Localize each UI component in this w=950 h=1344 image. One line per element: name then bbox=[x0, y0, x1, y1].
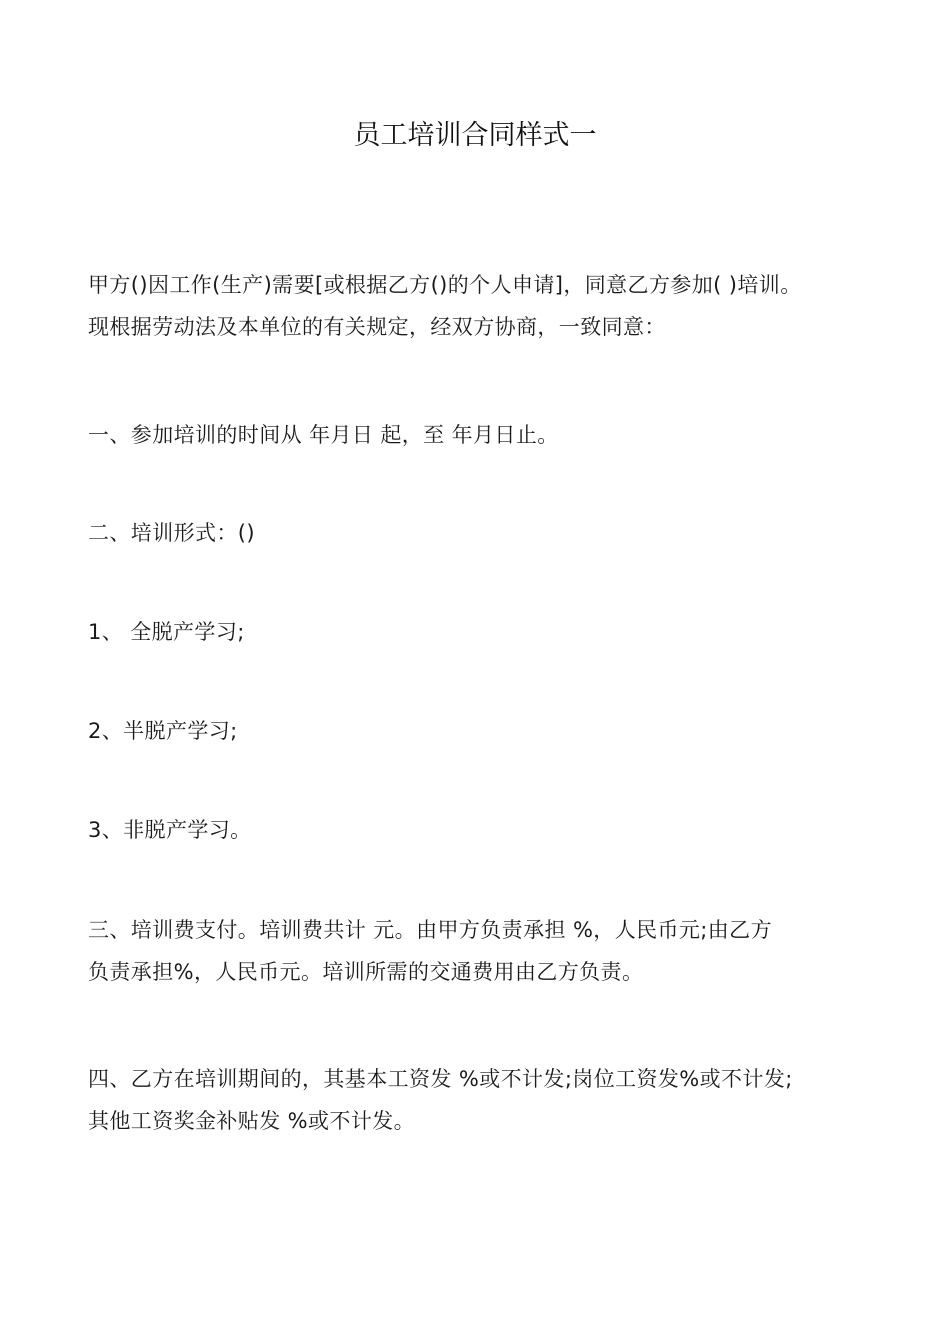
paragraph-line: 二、培训形式：() bbox=[88, 521, 255, 545]
paragraph-clause-3 bbox=[88, 909, 878, 993]
list-item-1 bbox=[88, 611, 878, 653]
paragraph-line: 2、半脱产学习; bbox=[88, 719, 238, 743]
paragraph-line: 负责承担%，人民币元。培训所需的交通费用由乙方负责。 bbox=[88, 960, 644, 984]
paragraph-line: 四、乙方在培训期间的，其基本工资发 %或不计发;岗位工资发%或不计发; bbox=[88, 1067, 793, 1091]
document-title: 员工培训合同样式一 bbox=[353, 120, 597, 151]
paragraph-clause-2 bbox=[88, 512, 878, 554]
paragraph-line: 一、参加培训的时间从 年月日 起，至 年月日止。 bbox=[88, 423, 559, 447]
paragraph-line: 其他工资奖金补贴发 %或不计发。 bbox=[88, 1109, 416, 1133]
paragraph-intro bbox=[88, 264, 878, 348]
list-item-2 bbox=[88, 710, 878, 752]
paragraph-line: 三、培训费支付。培训费共计 元。由甲方负责承担 %，人民币元;由乙方 bbox=[88, 918, 772, 942]
paragraph-line: 现根据劳动法及本单位的有关规定，经双方协商，一致同意： bbox=[88, 315, 666, 339]
paragraph-line: 甲方()因工作(生产)需要[或根据乙方()的个人申请]，同意乙方参加( )培训。 bbox=[88, 273, 802, 297]
paragraph-line: 1、 全脱产学习; bbox=[88, 620, 245, 644]
paragraph-clause-1 bbox=[88, 414, 878, 456]
list-item-3 bbox=[88, 809, 878, 851]
paragraph-line: 3、非脱产学习。 bbox=[88, 818, 252, 842]
paragraph-clause-4 bbox=[88, 1058, 878, 1142]
